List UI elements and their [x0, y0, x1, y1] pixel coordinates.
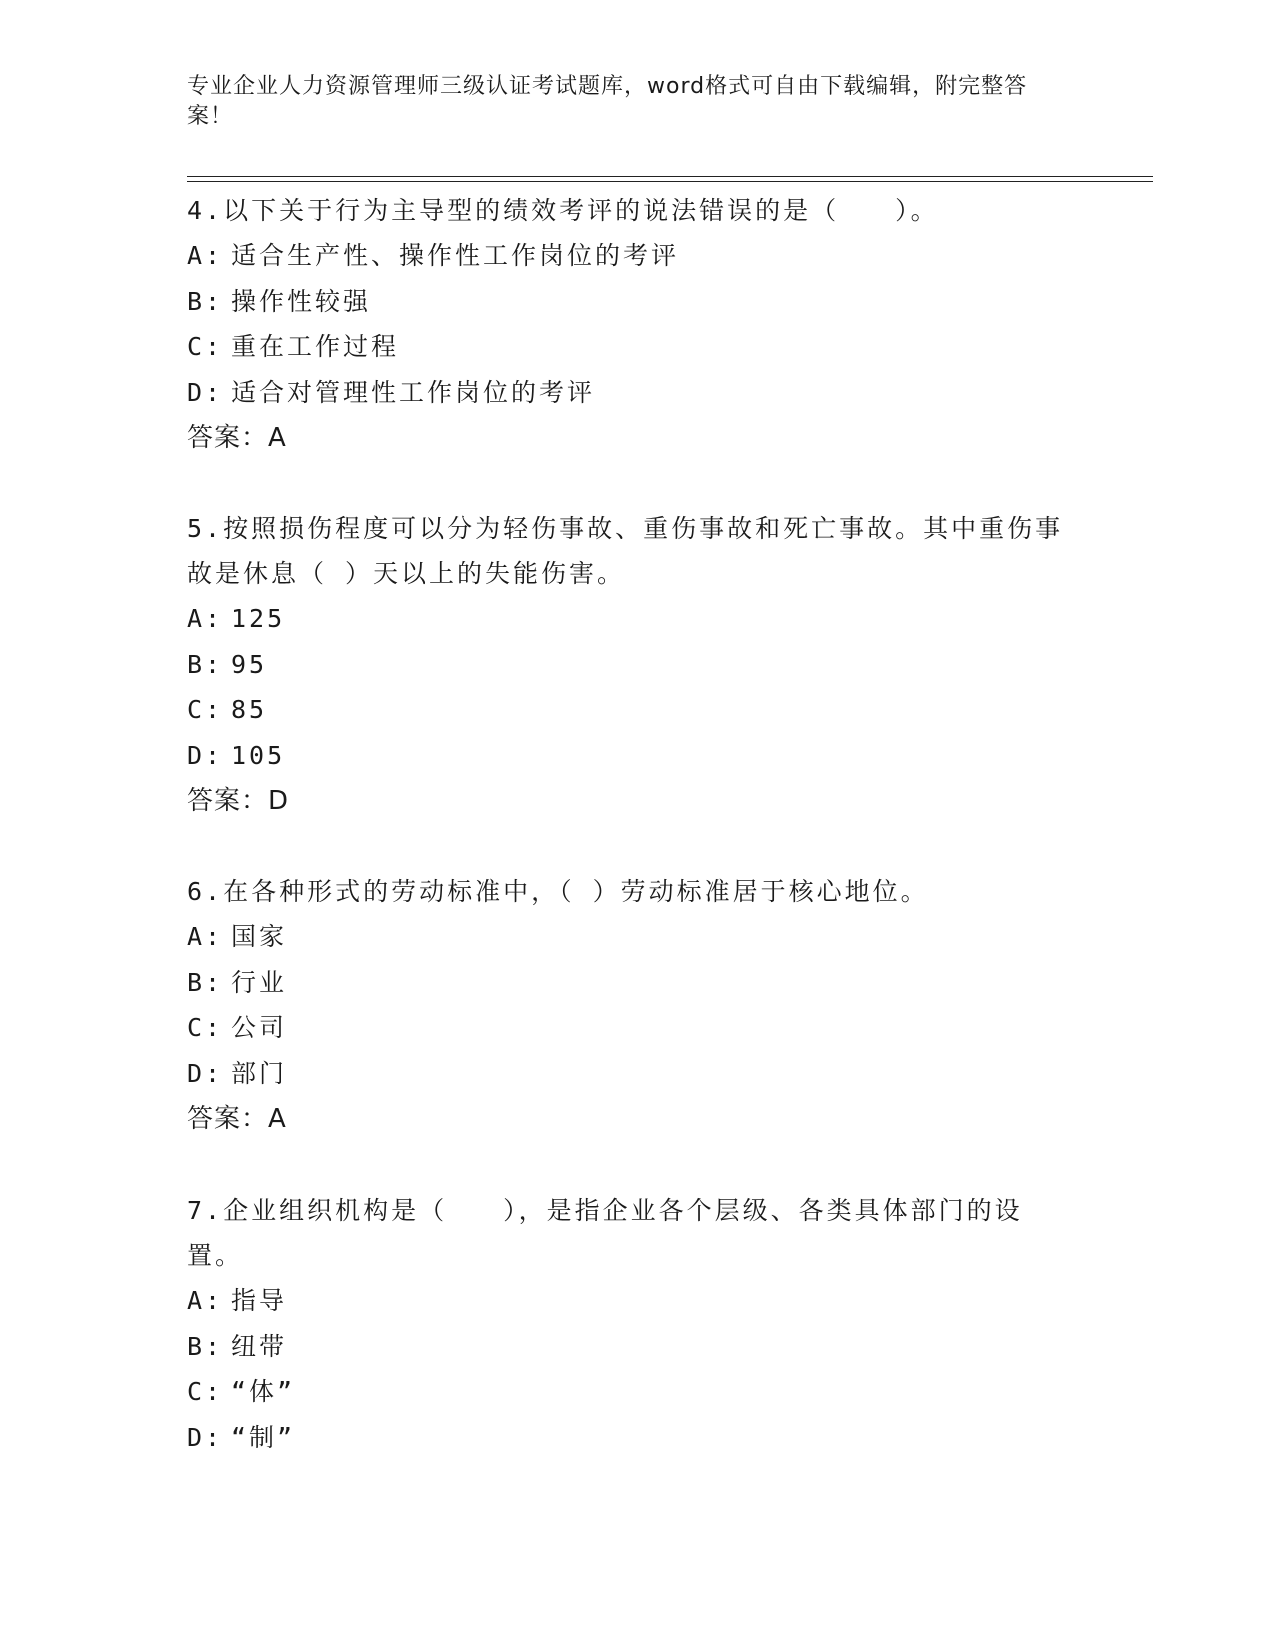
option-d — [187, 1415, 1067, 1461]
option-text: 纽带 — [231, 1331, 288, 1361]
option-c — [187, 1369, 1067, 1415]
option-a — [187, 596, 1067, 642]
option-text: 适合对管理性工作岗位的考评 — [231, 377, 596, 407]
option-b — [187, 642, 1067, 688]
option-d — [187, 1051, 1067, 1097]
option-b — [187, 279, 1067, 325]
option-text: 85 — [231, 695, 268, 724]
option-letter: B: — [187, 649, 224, 679]
header-divider-top — [187, 176, 1153, 177]
option-b — [187, 960, 1067, 1006]
option-text: 部门 — [231, 1058, 288, 1088]
option-letter: A: — [187, 241, 224, 270]
answer: 答案：D — [187, 786, 290, 816]
option-letter: A: — [187, 604, 224, 633]
option-a — [187, 914, 1067, 960]
option-b — [187, 1324, 1067, 1370]
option-letter: A: — [187, 922, 224, 951]
option-letter: B: — [187, 286, 224, 316]
option-text: “体” — [231, 1377, 296, 1406]
answer: 答案：A — [187, 423, 287, 453]
question-7 — [187, 1188, 1067, 1460]
option-letter: D: — [187, 740, 224, 770]
option-c — [187, 324, 1067, 370]
option-text: 指导 — [231, 1286, 288, 1315]
option-d — [187, 733, 1067, 779]
option-text: 国家 — [231, 922, 288, 951]
option-letter: C: — [187, 1377, 224, 1406]
option-d — [187, 370, 1067, 416]
option-text: 95 — [231, 649, 268, 679]
option-c — [187, 687, 1067, 733]
option-text: 适合生产性、操作性工作岗位的考评 — [231, 241, 680, 270]
option-letter: B: — [187, 967, 224, 997]
option-text: 125 — [231, 604, 286, 633]
option-a — [187, 1278, 1067, 1324]
question-5 — [187, 506, 1067, 824]
option-c — [187, 1005, 1067, 1051]
answer: 答案：A — [187, 1104, 287, 1134]
option-letter: C: — [187, 1013, 224, 1042]
header-divider-bottom — [187, 181, 1153, 182]
option-text: “制” — [231, 1422, 296, 1452]
option-text: 重在工作过程 — [231, 332, 400, 361]
option-a — [187, 233, 1067, 279]
option-letter: D: — [187, 1422, 224, 1452]
question-stem: 4.以下关于行为主导型的绩效考评的说法错误的是（ ）。 — [187, 196, 939, 225]
option-text: 105 — [231, 740, 286, 770]
option-text: 公司 — [231, 1013, 288, 1042]
question-4 — [187, 188, 1067, 461]
question-stem: 7.企业组织机构是（ ），是指企业各个层级、各类具体部门的设置。 — [187, 1196, 1023, 1270]
question-stem: 5.按照损伤程度可以分为轻伤事故、重伤事故和死亡事故。其中重伤事故是休息（ ）天以上的失能伤害。 — [187, 514, 1064, 588]
option-letter: C: — [187, 332, 224, 361]
option-text: 操作性较强 — [231, 286, 372, 316]
option-letter: D: — [187, 1058, 224, 1088]
option-letter: B: — [187, 1331, 224, 1361]
option-text: 行业 — [231, 967, 288, 997]
option-letter: C: — [187, 695, 224, 724]
question-6 — [187, 869, 1067, 1142]
option-letter: D: — [187, 377, 224, 407]
option-letter: A: — [187, 1286, 224, 1315]
document-header: 专业企业人力资源管理师三级认证考试题库，word格式可自由下载编辑，附完整答案！ — [187, 74, 1028, 129]
question-stem: 6.在各种形式的劳动标准中，（ ）劳动标准居于核心地位。 — [187, 877, 929, 906]
